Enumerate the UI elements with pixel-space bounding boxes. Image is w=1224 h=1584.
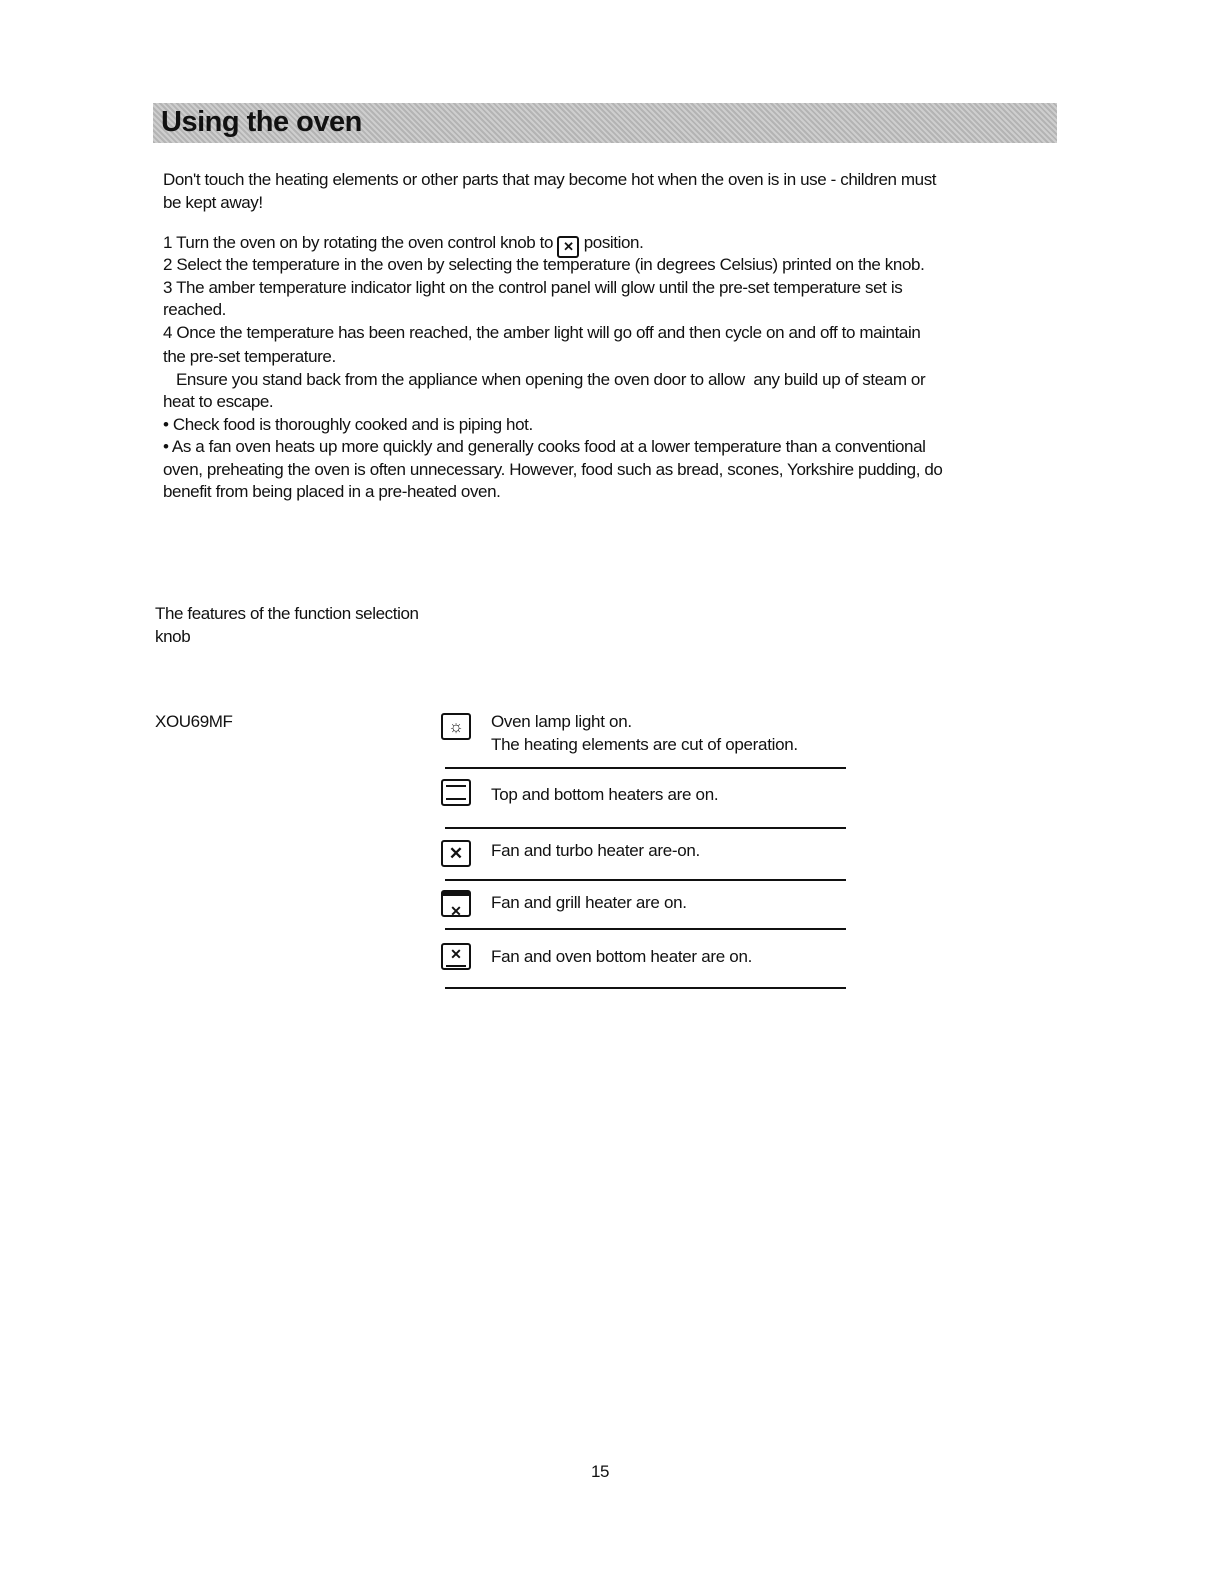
function-text: Oven lamp light on.: [491, 712, 632, 731]
bullet: • Check food is thoroughly cooked and is piping hot.: [163, 415, 533, 434]
function-text: Fan and turbo heater are-on.: [491, 841, 700, 860]
function-text: Fan and oven bottom heater are on.: [491, 947, 753, 966]
warning-line: be kept away!: [163, 193, 263, 212]
step-4: 4 Once the temperature has been reached, the amber light will go off and then cycle on and off to maintain: [163, 323, 921, 342]
step-3-cont: reached.: [163, 300, 226, 319]
function-text: Top and bottom heaters are on.: [491, 785, 719, 804]
divider: [445, 987, 846, 989]
bullet: • As a fan oven heats up more quickly and generally cooks food at a lower temperature than a conventional: [163, 437, 926, 456]
step-1-text-end: position.: [583, 233, 644, 252]
function-text: The heating elements are cut of operation.: [491, 735, 798, 754]
section-heading-cont: knob: [155, 627, 191, 646]
step-1-text: 1 Turn the oven on by rotating the oven control knob to: [163, 233, 554, 252]
title-banner: [153, 103, 1057, 143]
fan-grill-icon: ✕: [441, 890, 471, 917]
divider: [445, 928, 846, 930]
divider: [445, 827, 846, 829]
note-cont: heat to escape.: [163, 392, 274, 411]
divider: [445, 879, 846, 881]
fan-bottom-heat-icon: ✕: [441, 943, 471, 970]
fan-icon: ✕: [557, 236, 579, 258]
function-text: Fan and grill heater are on.: [491, 893, 687, 912]
page-number: 15: [591, 1462, 610, 1481]
step-4-cont: the pre-set temperature.: [163, 347, 336, 366]
warning-line: Don't touch the heating elements or other parts that may become hot when the oven is in use - children must: [163, 170, 937, 189]
page-title: Using the oven: [161, 106, 362, 138]
fan-icon: ✕: [441, 840, 471, 867]
top-bottom-heat-icon: [441, 779, 471, 806]
bullet-cont: oven, preheating the oven is often unnecessary. However, food such as bread, scones, Yorkshire pudding, do: [163, 460, 943, 479]
model-label: XOU69MF: [155, 712, 233, 731]
bullet-cont: benefit from being placed in a pre-heated oven.: [163, 482, 501, 501]
lamp-icon: ☼: [441, 713, 471, 740]
divider: [445, 767, 846, 769]
step-2: 2 Select the temperature in the oven by selecting the temperature (in degrees Celsius) printed on the knob.: [163, 255, 925, 274]
step-3: 3 The amber temperature indicator light on the control panel will glow until the pre-set temperature set is: [163, 278, 903, 297]
note: Ensure you stand back from the appliance when opening the oven door to allow any build up of steam or: [163, 370, 926, 389]
section-heading: The features of the function selection: [155, 604, 419, 623]
